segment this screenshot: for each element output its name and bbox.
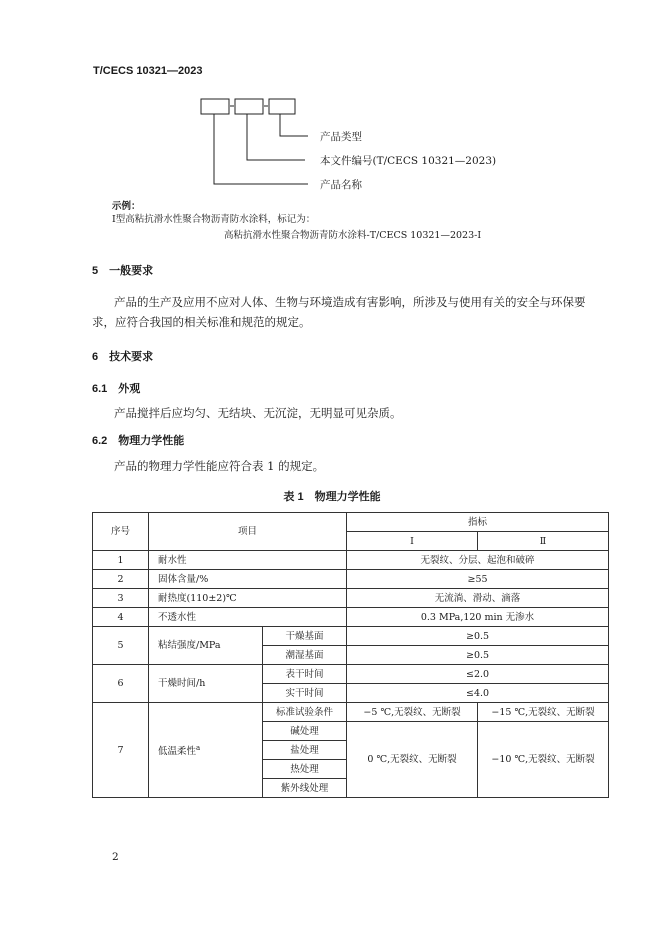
- section-6-heading: 6 技术要求: [92, 351, 154, 363]
- row-no: 1: [93, 551, 149, 570]
- label-document-number: 本文件编号(T/CECS 10321—2023): [320, 155, 497, 167]
- section-6-2-heading: 6.2 物理力学性能: [92, 435, 185, 447]
- properties-table: [92, 512, 609, 798]
- section-6-1-heading: 6.1 外观: [92, 383, 141, 395]
- example-title: 示例：: [112, 201, 141, 212]
- row-subitem: 碱处理: [263, 722, 347, 741]
- row-value-type-1: −5 ℃,无裂纹、无断裂: [347, 703, 478, 722]
- row-value: ≤4.0: [347, 684, 609, 703]
- row-no: 7: [93, 703, 149, 798]
- section-6-1-text: 产品搅拌后应均匀、无结块、无沉淀，无明显可见杂质。: [114, 406, 402, 420]
- row-value: ≤2.0: [347, 665, 609, 684]
- row-value-type-2: −10 ℃,无裂纹、无断裂: [478, 722, 609, 798]
- designation-diagram: [200, 98, 520, 198]
- table-row: [93, 570, 609, 589]
- row-value-type-2: −15 ℃,无裂纹、无断裂: [478, 703, 609, 722]
- row-item: 不透水性: [149, 608, 347, 627]
- row-subitem: 盐处理: [263, 741, 347, 760]
- section-5-heading: 5 一般要求: [92, 265, 154, 277]
- row-value: ≥0.5: [347, 646, 609, 665]
- header-index: 指标: [347, 513, 609, 532]
- row-item: [149, 703, 263, 798]
- table-row: [93, 703, 609, 722]
- table-row: [93, 551, 609, 570]
- table-row: [93, 589, 609, 608]
- row-subitem: 标准试验条件: [263, 703, 347, 722]
- row-item: 固体含量/%: [149, 570, 347, 589]
- table-title: 表 1 物理力学性能: [283, 491, 381, 503]
- row-value-type-1: 0 ℃,无裂纹、无断裂: [347, 722, 478, 798]
- row-no: 6: [93, 665, 149, 703]
- row-no: 3: [93, 589, 149, 608]
- table-row: [93, 665, 609, 684]
- example-marking: 高粘抗滑水性聚合物沥青防水涂料-T/CECS 10321—2023-I: [224, 230, 482, 241]
- row-subitem: 紫外线处理: [263, 779, 347, 798]
- example-text: I型高粘抗滑水性聚合物沥青防水涂料，标记为：: [112, 214, 316, 225]
- row-subitem: 热处理: [263, 760, 347, 779]
- standard-code: T/CECS 10321—2023: [93, 65, 203, 77]
- page-number: 2: [112, 851, 119, 863]
- label-product-type: 产品类型: [320, 131, 362, 143]
- section-5-para-line2: 求，应符合我国的相关标准和规范的规定。: [92, 315, 311, 329]
- row-value: 无裂纹、分层、起泡和破碎: [347, 551, 609, 570]
- section-6-2-text: 产品的物理力学性能应符合表 1 的规定。: [114, 459, 325, 473]
- row-item: 粘结强度/MPa: [149, 627, 263, 665]
- header-no: 序号: [93, 513, 149, 551]
- row-item: 耐水性: [149, 551, 347, 570]
- row-value: 0.3 MPa,120 min 无渗水: [347, 608, 609, 627]
- row-item: 干燥时间/h: [149, 665, 263, 703]
- row-item-text: 低温柔性: [158, 746, 197, 758]
- row-subitem: 干燥基面: [263, 627, 347, 646]
- table-row: [93, 608, 609, 627]
- label-product-name: 产品名称: [320, 179, 362, 191]
- row-item: 耐热度(110±2)℃: [149, 589, 347, 608]
- row-subitem: 表干时间: [263, 665, 347, 684]
- header-type-2: Ⅱ: [478, 532, 609, 551]
- row-no: 5: [93, 627, 149, 665]
- table-row: [93, 627, 609, 646]
- footnote-mark: a: [196, 743, 201, 752]
- section-5-para-line1: 产品的生产及应用不应对人体、生物与环境造成有害影响，所涉及与使用有关的安全与环保要: [114, 295, 586, 309]
- row-subitem: 实干时间: [263, 684, 347, 703]
- row-value: 无流淌、滑动、滴落: [347, 589, 609, 608]
- header-item: 项目: [149, 513, 347, 551]
- row-no: 4: [93, 608, 149, 627]
- row-value: ≥55: [347, 570, 609, 589]
- row-no: 2: [93, 570, 149, 589]
- header-type-1: Ⅰ: [347, 532, 478, 551]
- row-value: ≥0.5: [347, 627, 609, 646]
- row-subitem: 潮湿基面: [263, 646, 347, 665]
